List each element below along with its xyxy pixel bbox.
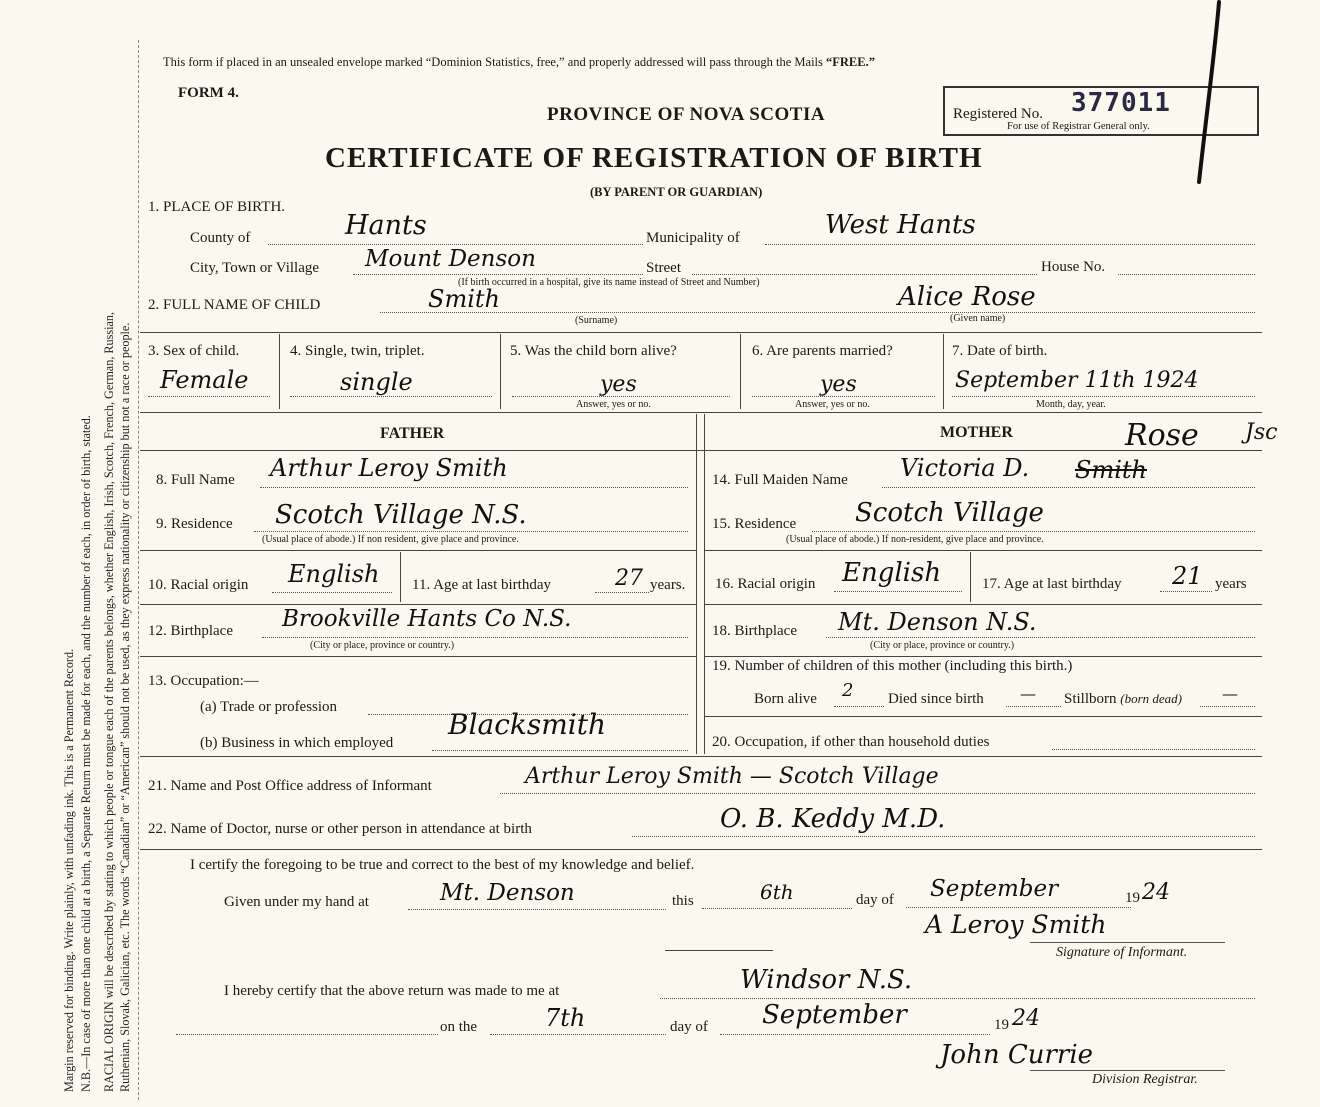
mother-birthplace-value: Mt. Denson N.S. <box>838 608 1037 636</box>
mother-birthplace-line <box>826 637 1255 638</box>
house-number-label: House No. <box>1041 259 1106 275</box>
date-of-birth-line <box>952 396 1255 397</box>
registrar-year-prefix: 19 <box>994 1017 1009 1033</box>
died-since-birth-label: Died since birth <box>888 691 984 707</box>
father-business-line <box>432 750 688 751</box>
parents-married-line <box>752 396 935 397</box>
born-alive-caption: Answer, yes or no. <box>576 399 651 410</box>
informant-value: Arthur Leroy Smith — Scotch Village <box>525 764 939 789</box>
father-birthplace-label: 12. Birthplace <box>148 623 233 639</box>
sex-value: Female <box>160 366 249 394</box>
father-residence-caption: (Usual place of abode.) If non resident, give place and province. <box>262 534 519 545</box>
doctor-line <box>632 836 1255 837</box>
parents-married-caption: Answer, yes or no. <box>795 399 870 410</box>
rule-mother-children <box>704 656 1262 657</box>
father-racial-label: 10. Racial origin <box>148 577 249 593</box>
parents-married-label: 6. Are parents married? <box>752 343 893 359</box>
stillborn-note: (born dead) <box>1120 691 1183 706</box>
house-number-line <box>1118 274 1255 275</box>
born-alive-count-line <box>834 706 884 707</box>
father-residence-value: Scotch Village N.S. <box>275 500 527 530</box>
rule-father-birthplace <box>140 604 696 605</box>
doctor-value: O. B. Keddy M.D. <box>720 804 946 834</box>
parents-married-value: yes <box>820 372 857 397</box>
stillborn-label-text: Stillborn <box>1064 691 1117 707</box>
mother-occupation-label: 20. Occupation, if other than household duties <box>712 734 990 750</box>
registrar-signature-line <box>1030 1070 1225 1071</box>
mother-maiden-struck: Smith <box>1075 456 1147 484</box>
mother-residence-value: Scotch Village <box>855 498 1044 528</box>
child-name-line <box>380 312 1255 313</box>
given-day-value: 6th <box>760 880 794 904</box>
born-alive-label: 5. Was the child born alive? <box>510 343 677 359</box>
sex-line <box>148 396 270 397</box>
father-name-line <box>260 487 688 488</box>
county-line <box>268 244 643 245</box>
rule-father-racial <box>140 550 696 551</box>
rule-father-age <box>400 552 401 602</box>
mother-racial-value: English <box>842 558 942 588</box>
stillborn-label <box>1064 691 1182 708</box>
mother-residence-label: 15. Residence <box>712 516 797 532</box>
rule-mother-age <box>970 552 971 602</box>
registrar-caption: Division Registrar. <box>1092 1072 1198 1087</box>
father-occupation-label: 13. Occupation:— <box>148 673 259 689</box>
stillborn-line <box>1200 706 1255 707</box>
registered-note: For use of Registrar General only. <box>1007 121 1150 132</box>
father-age-unit: years. <box>650 577 686 593</box>
registrar-blank-line <box>176 1034 438 1035</box>
father-birthplace-caption: (City or place, province or country.) <box>310 640 455 651</box>
form-number: FORM 4. <box>178 85 239 101</box>
father-residence-label: 9. Residence <box>156 516 233 532</box>
mother-age-line <box>1160 591 1212 592</box>
mother-maiden-value: Victoria D. <box>900 454 1030 482</box>
mother-children-label: 19. Number of children of this mother (including this birth.) <box>712 658 1073 674</box>
registered-number: 377011 <box>1071 88 1171 118</box>
rule-col-2 <box>500 334 501 409</box>
given-day-of-label: day of <box>856 892 894 908</box>
rule-short-divider <box>665 950 773 951</box>
mother-age-value: 21 <box>1172 562 1203 590</box>
pen-stroke-mark <box>1185 0 1225 200</box>
mother-heading: MOTHER <box>940 424 1013 441</box>
mother-maiden-label: 14. Full Maiden Name <box>712 472 848 488</box>
given-place-value: Mt. Denson <box>440 880 575 906</box>
father-birthplace-value: Brookville Hants Co N.S. <box>282 606 572 632</box>
city-value: Mount Denson <box>365 246 536 272</box>
province-heading: PROVINCE OF NOVA SCOTIA <box>547 104 826 125</box>
city-label: City, Town or Village <box>190 260 320 276</box>
margin-instructions-3: RACIAL ORIGIN will be described by stating to which people or tongue each of the parents belongs, whether English, Irish, Scotch, French, German, Russian, <box>102 311 116 1092</box>
municipality-line <box>765 244 1255 245</box>
father-business-label: (b) Business in which employed <box>200 735 394 751</box>
given-month-value: September <box>930 876 1059 902</box>
postal-note <box>163 55 875 70</box>
father-age-label: 11. Age at last birthday <box>412 577 551 593</box>
child-surname-value: Smith <box>428 285 500 313</box>
rule-mother-birthplace <box>704 604 1262 605</box>
father-racial-line <box>272 592 392 593</box>
mother-age-unit: years <box>1215 576 1247 592</box>
rule-col-1 <box>279 334 280 409</box>
place-of-birth-label: 1. PLACE OF BIRTH. <box>148 199 286 215</box>
single-twin-line <box>290 396 492 397</box>
registrar-place-line <box>660 998 1255 999</box>
rule-certify <box>140 849 1262 850</box>
father-name-label: 8. Full Name <box>156 472 235 488</box>
certificate-subtitle: (BY PARENT OR GUARDIAN) <box>590 185 763 199</box>
given-under-label: Given under my hand at <box>224 894 369 910</box>
given-this-label: this <box>672 893 694 909</box>
hospital-note: (If birth occurred in a hospital, give its name instead of Street and Number) <box>458 277 760 288</box>
date-of-birth-caption: Month, day, year. <box>1036 399 1106 410</box>
child-given-value: Alice Rose <box>898 282 1036 312</box>
child-name-label: 2. FULL NAME OF CHILD <box>148 297 321 313</box>
margin-instructions-1: Margin reserved for binding. Write plainly, with unfading ink. This is a Permanent Record. <box>62 648 76 1092</box>
rule-father-mother <box>696 414 697 754</box>
father-name-value: Arthur Leroy Smith <box>270 454 508 482</box>
father-trade-value: Blacksmith <box>448 708 607 741</box>
margin-instructions-4: Ruthenian, Slovak, Galician, etc. The words “Canadian” or “American” should not be used, as they express nationality or citizenship but not a race or people. <box>118 322 132 1092</box>
father-racial-value: English <box>288 560 380 588</box>
rule-col-3 <box>740 334 741 409</box>
registrar-day-line <box>490 1034 666 1035</box>
mother-residence-line <box>812 531 1255 532</box>
informant-label: 21. Name and Post Office address of Informant <box>148 778 432 794</box>
born-alive-line <box>512 396 730 397</box>
father-residence-line <box>254 531 688 532</box>
certificate-title: CERTIFICATE OF REGISTRATION OF BIRTH <box>325 142 983 174</box>
rule-row-3 <box>140 412 1262 413</box>
given-year-value: 24 <box>1142 880 1170 905</box>
mother-age-label: 17. Age at last birthday <box>982 576 1122 592</box>
registrar-on-the-label: on the <box>440 1019 478 1035</box>
informant-signature: A Leroy Smith <box>925 910 1107 939</box>
municipality-value: West Hants <box>825 210 976 240</box>
mother-maiden-correction-initials: Jsc <box>1245 420 1278 445</box>
died-since-birth-value: — <box>1020 684 1036 703</box>
mother-racial-line <box>834 591 962 592</box>
single-twin-label: 4. Single, twin, triplet. <box>290 343 425 359</box>
rule-mother-racial <box>704 550 1262 551</box>
given-year-prefix: 19 <box>1125 890 1140 906</box>
stillborn-value: — <box>1222 684 1238 703</box>
registrar-day-value: 7th <box>545 1004 586 1032</box>
sex-label: 3. Sex of child. <box>148 343 240 359</box>
registered-label: Registered No. <box>953 106 1043 122</box>
father-trade-label: (a) Trade or profession <box>200 699 338 715</box>
date-of-birth-value: September 11th 1924 <box>955 368 1199 393</box>
street-line <box>692 274 1037 275</box>
father-age-value: 27 <box>615 566 643 591</box>
informant-signature-line <box>1030 942 1225 943</box>
rule-informant <box>140 756 1262 757</box>
mother-birthplace-label: 18. Birthplace <box>712 623 797 639</box>
registrar-month-value: September <box>762 1000 907 1030</box>
given-place-line <box>408 909 666 910</box>
city-line <box>353 274 643 275</box>
mother-racial-label: 16. Racial origin <box>715 576 816 592</box>
rule-heading <box>140 450 1262 451</box>
margin-instructions-2: N.B.—In case of more than one child at a birth, a Separate Return must be made for each, and the number of each, in order of birth, stated. <box>79 415 93 1092</box>
doctor-label: 22. Name of Doctor, nurse or other person in attendance at birth <box>148 821 532 837</box>
child-surname-caption: (Surname) <box>575 315 618 326</box>
rule-mother-occupation <box>704 716 1262 717</box>
born-alive-count-value: 2 <box>842 680 854 701</box>
child-given-caption: (Given name) <box>950 313 1006 324</box>
given-day-line <box>702 908 852 909</box>
registrar-place-value: Windsor N.S. <box>740 965 913 995</box>
registrar-year-value: 24 <box>1012 1006 1040 1031</box>
rule-col-4 <box>943 334 944 409</box>
postal-note-text: This form if placed in an unsealed envelope marked “Dominion Statistics, free,” and properly addressed will pass through the Mails <box>163 55 823 69</box>
father-heading: FATHER <box>380 425 445 442</box>
registrar-month-line <box>720 1034 990 1035</box>
binding-margin-line <box>138 40 139 1100</box>
father-age-line <box>595 592 649 593</box>
county-label: County of <box>190 230 251 246</box>
mother-maiden-line <box>882 487 1255 488</box>
mother-residence-caption: (Usual place of abode.) If non-resident, give place and province. <box>786 534 1044 545</box>
born-alive-value: yes <box>600 372 637 397</box>
rule-father-occupation <box>140 656 696 657</box>
born-alive-count-label: Born alive <box>754 691 817 707</box>
mother-occupation-line <box>1052 749 1255 750</box>
given-month-line <box>906 907 1131 908</box>
postal-note-free: “FREE.” <box>826 55 875 69</box>
rule-mother-inner <box>704 414 705 754</box>
mother-maiden-correction: Rose <box>1125 418 1199 453</box>
registrar-day-of-label: day of <box>670 1019 708 1035</box>
informant-signature-caption: Signature of Informant. <box>1056 945 1188 960</box>
registrar-statement: I hereby certify that the above return was made to me at <box>224 983 560 999</box>
father-birthplace-line <box>262 637 688 638</box>
mother-birthplace-caption: (City or place, province or country.) <box>870 640 1015 651</box>
street-label: Street <box>646 260 681 276</box>
registrar-signature: John Currie <box>940 1040 1094 1070</box>
single-twin-value: single <box>340 368 413 396</box>
county-value: Hants <box>345 210 427 241</box>
died-since-birth-line <box>1006 706 1061 707</box>
informant-line <box>500 793 1255 794</box>
rule-top-row <box>140 332 1262 333</box>
certify-statement: I certify the foregoing to be true and correct to the best of my knowledge and belief. <box>190 857 695 873</box>
municipality-label: Municipality of <box>646 230 740 246</box>
date-of-birth-label: 7. Date of birth. <box>952 343 1048 359</box>
